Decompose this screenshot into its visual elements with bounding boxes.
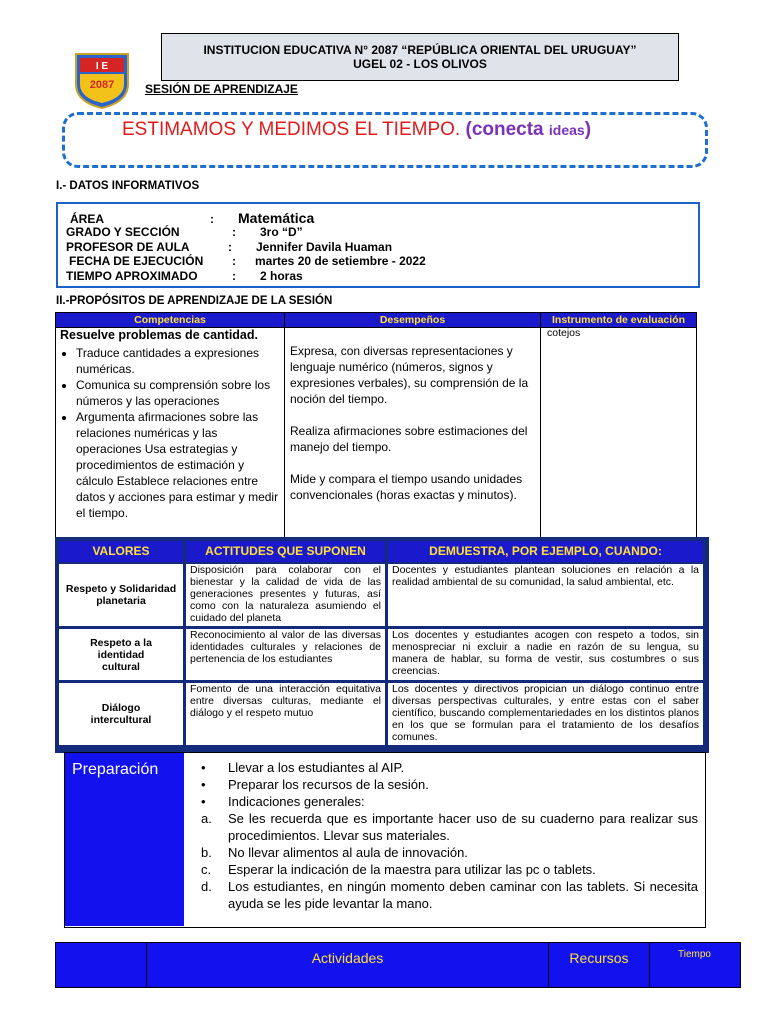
- list-text: Preparar los recursos de la sesión.: [228, 777, 429, 792]
- title-main: ESTIMAMOS Y MEDIMOS EL TIEMPO.: [122, 119, 461, 140]
- info-key: ÁREA: [70, 212, 105, 226]
- title-close-paren: ): [584, 119, 592, 140]
- info-row-profesor: [66, 240, 392, 254]
- list-item: [201, 844, 698, 861]
- list-item: [201, 776, 698, 793]
- title-ideas: ideas: [548, 122, 585, 138]
- table-row-actitud: Reconocimiento al valor de las diversas identidades culturales y relaciones de pertenencia de los estudiantes: [186, 629, 385, 680]
- title-open-paren: (: [460, 119, 472, 140]
- table-row-actitud: Fomento de una interacción equitativa entre diversas culturas, mediante el diálogo y el respeto mutuo: [186, 683, 385, 745]
- competencias-cell: [60, 327, 280, 521]
- info-value: martes 20 de setiembre - 2022: [255, 254, 426, 268]
- section-heading-datos: I.- DATOS INFORMATIVOS: [56, 180, 200, 192]
- col-header-desempenos: Desempeños: [285, 313, 540, 327]
- list-item: [201, 810, 698, 844]
- list-marker: •: [201, 760, 206, 775]
- list-item: • Comunica su comprensión sobre los números y las operaciones: [76, 377, 280, 409]
- col-header-demuestra: DEMUESTRA, POR EJEMPLO, CUANDO:: [388, 541, 703, 562]
- info-row-tiempo: [66, 269, 303, 283]
- info-key: GRADO Y SECCIÓN: [66, 225, 180, 239]
- table-row-demuestra: Los docentes y directivos propician un diálogo continuo entre diversas perspectivas culturales, y entre estas con el saber científico, buscando complementariedades en los distintos planos en los que se formulan para el tratamiento de los desafíos comunes.: [388, 683, 703, 745]
- desempenos-cell: [290, 343, 533, 519]
- info-sep: :: [228, 240, 232, 254]
- list-item: • Argumenta afirmaciones sobre las relaciones numéricas y las operaciones Usa estrategias y procedimientos de estimación y cálculo Establece relaciones entre datos y acciones para estimar y medir el tiempo.: [76, 409, 280, 521]
- desempeno-item: Expresa, con diversas representaciones y lenguaje numérico (números, signos y expresiones verbales), su comprensión de la noción del tiempo.: [290, 344, 529, 406]
- info-row-fecha: [69, 254, 426, 268]
- preparation-box: [64, 752, 706, 928]
- info-box: [56, 202, 700, 288]
- col-header-actividades: Actividades: [147, 943, 549, 987]
- list-text: No llevar alimentos al aula de innovación.: [228, 845, 468, 860]
- col-header-instrumento: Instrumento de evaluación: [541, 313, 696, 327]
- table-row-valor: Diálogo intercultural: [59, 683, 183, 745]
- competencia-list: [60, 345, 280, 521]
- info-value: Jennifer Davila Huaman: [256, 240, 393, 254]
- session-title: [122, 119, 591, 141]
- info-sep: :: [232, 225, 236, 239]
- col-header-actitudes: ACTITUDES QUE SUPONEN: [186, 541, 385, 562]
- session-label: SESIÓN DE APRENDIZAJE: [145, 82, 298, 96]
- col-header-tiempo: Tiempo: [678, 949, 711, 960]
- institution-header: [161, 33, 679, 81]
- info-value: 3ro “D”: [260, 225, 303, 239]
- empty-header-cell: [56, 943, 147, 987]
- list-text: Se les recuerda que es importante hacer uso de su cuaderno para realizar sus procedimientos. Llevar sus materiales.: [228, 811, 698, 843]
- purposes-table: [55, 312, 697, 540]
- title-conecta: conecta: [471, 119, 544, 140]
- competencia-title: Resuelve problemas de cantidad.: [60, 328, 258, 342]
- info-sep: :: [210, 212, 214, 226]
- list-item: • Traduce cantidades a expresiones numéricas.: [76, 345, 280, 377]
- list-item: [201, 759, 698, 776]
- col-header-recursos: Recursos: [549, 943, 650, 987]
- info-sep: :: [232, 254, 236, 268]
- activities-table-header: [55, 942, 741, 988]
- school-logo: [72, 50, 132, 110]
- divider: [284, 313, 285, 539]
- info-sep: :: [232, 269, 236, 283]
- list-marker: c.: [201, 862, 212, 877]
- ugel-name: UGEL 02 - LOS OLIVOS: [353, 57, 487, 71]
- info-value: 2 horas: [260, 269, 303, 283]
- table-row-actitud: Disposición para colaborar con el bienestar y la calidad de vida de las generaciones presentes y futuras, así como con la naturaleza asumiendo el cuidado del planeta: [186, 564, 385, 626]
- logo-number: 2087: [89, 79, 115, 91]
- divider: [540, 313, 541, 539]
- list-item: [201, 878, 698, 912]
- info-value: Matemática: [238, 210, 315, 226]
- list-text: Llevar a los estudiantes al AIP.: [228, 760, 405, 775]
- info-key: FECHA DE EJECUCIÓN: [69, 254, 204, 268]
- list-marker: •: [201, 777, 206, 792]
- col-header-valores: VALORES: [59, 541, 183, 562]
- list-marker: b.: [201, 845, 212, 860]
- desempeno-item: Mide y compara el tiempo usando unidades convencionales (horas exactas y minutos).: [290, 472, 523, 502]
- list-marker: d.: [201, 879, 212, 894]
- info-key: TIEMPO APROXIMADO: [66, 269, 198, 283]
- section-heading-propositos: II.-PROPÓSITOS DE APRENDIZAJE DE LA SESIÓN: [56, 295, 333, 307]
- info-row-area: [70, 210, 314, 226]
- list-marker: •: [201, 794, 206, 809]
- values-table: [55, 537, 709, 753]
- preparation-title: Preparación: [65, 753, 184, 926]
- list-text: Esperar la indicación de la maestra para utilizar las pc o tablets.: [228, 862, 596, 877]
- table-row-demuestra: Los docentes y estudiantes acogen con respeto a todos, sin menospreciar ni excluir a nadie en razón de su lengua, su manera de hablar, su forma de vestir, sus costumbres o sus creencias.: [388, 629, 703, 680]
- list-item: [201, 793, 698, 810]
- info-key: PROFESOR DE AULA: [66, 240, 190, 254]
- desempeno-item: Realiza afirmaciones sobre estimaciones del manejo del tiempo.: [290, 424, 528, 454]
- col-header-competencias: Competencias: [56, 313, 284, 327]
- instrumento-cell: cotejos: [547, 327, 581, 339]
- table-row-valor: Respeto a la identidad cultural: [59, 629, 183, 680]
- list-text: Indicaciones generales:: [228, 794, 365, 809]
- list-item: [201, 861, 698, 878]
- logo-letters: I E: [95, 61, 109, 72]
- table-row-demuestra: Docentes y estudiantes plantean soluciones en relación a la realidad ambiental de su comunidad, la salud ambiental, etc.: [388, 564, 703, 626]
- preparation-list: [201, 759, 698, 912]
- info-row-grado: [66, 225, 303, 239]
- table-row-valor: Respeto y Solidaridad planetaria: [59, 564, 183, 626]
- list-marker: a.: [201, 811, 212, 826]
- institution-name: INSTITUCION EDUCATIVA N° 2087 “REPÚBLICA ORIENTAL DEL URUGUAY”: [203, 43, 637, 57]
- list-text: Los estudiantes, en ningún momento deben caminar con las tablets. Si necesita ayuda se les pide levantar la mano.: [228, 879, 698, 911]
